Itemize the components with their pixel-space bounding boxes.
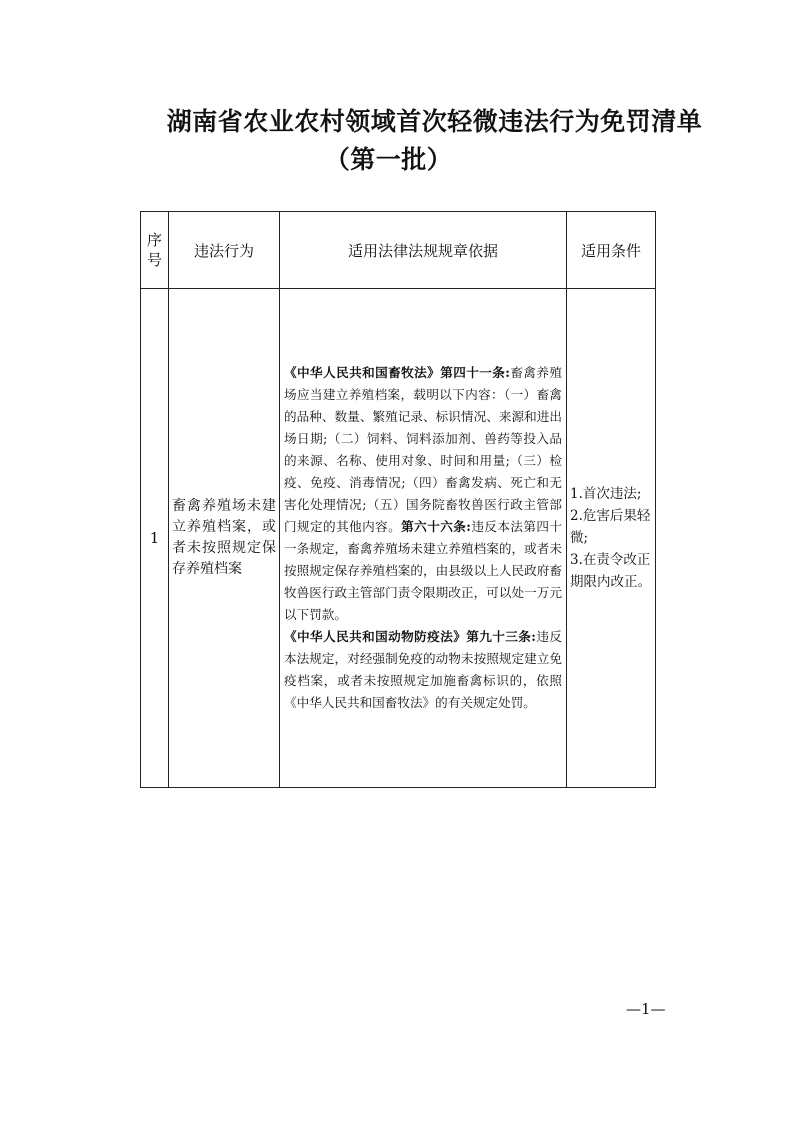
condition-item: 3.在责令改正期限内改正。	[570, 552, 651, 590]
condition-item: 2.危害后果轻微;	[570, 508, 651, 546]
header-act: 违法行为	[169, 212, 280, 289]
basis-paragraph-animal-epidemic-law: 《中华人民共和国动物防疫法》第九十三条:违反本法规定，对经强制免疫的动物未按照规定建立免疫档案，或者未按照规定加施畜禽标识的，依照《中华人民共和国畜牧法》的有关规定处罚。	[284, 629, 563, 710]
header-basis: 适用法律法规规章依据	[280, 212, 567, 289]
exemption-table	[140, 211, 656, 788]
basis-paragraph-animal-husbandry-law: 《中华人民共和国畜牧法》第四十一条:畜禽养殖场应当建立养殖档案，载明以下内容：（一）畜禽的品种、数量、繁殖记录、标识情况、来源和进出场日期;（二）饲料、饲料添加剂、兽药等投入品的来源、名称、使用对象、时间和用量;（三）检疫、免疫、消毒情况;（四）畜禽发病、死亡和无害化处理情况;（五）国务院畜牧兽医行政主管部门规定的其他内容。第六十六条:违反本法第四十一条规定，畜禽养殖场未建立养殖档案的，或者未按照规定保存养殖档案的，由县级以上人民政府畜牧兽医行政主管部门责令限期改正，可以处一万元以下罚款。	[284, 365, 563, 622]
page-number: —1—	[626, 1000, 666, 1018]
table-row	[141, 289, 656, 788]
row-conditions	[567, 289, 656, 788]
header-conditions: 适用条件	[567, 212, 656, 289]
document-title: 湖南省农业农村领域首次轻微违法行为免罚清单	[166, 107, 703, 136]
document-subtitle: （第一批）	[324, 145, 453, 174]
header-seq: 序 号	[141, 212, 169, 289]
row-seq: 1	[141, 289, 169, 788]
row-act: 畜禽养殖场未建立养殖档案，或者未按照规定保存养殖档案	[169, 289, 280, 788]
row-basis	[280, 289, 567, 788]
condition-item: 1.首次违法;	[570, 486, 642, 502]
table-header-row	[141, 212, 656, 289]
